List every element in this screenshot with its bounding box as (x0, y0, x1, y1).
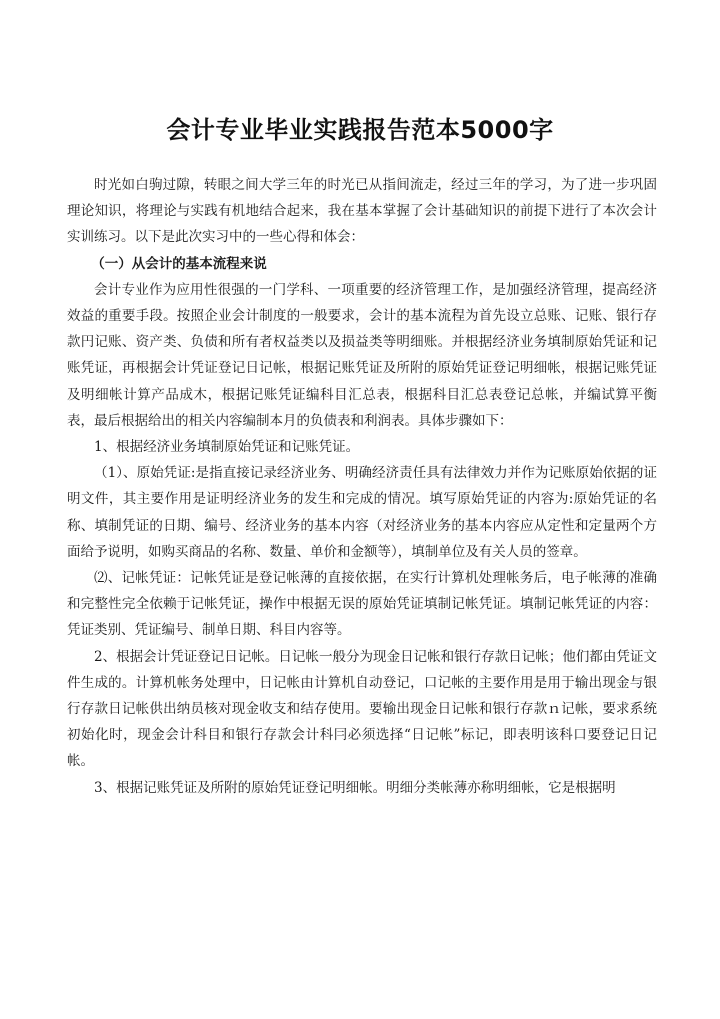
paragraph-step-1: 1、根据经济业务填制原始凭证和记账凭证。 (94, 439, 360, 456)
section-heading: （一）从会计的基本流程来说 (91, 255, 267, 272)
paragraph-accounting-voucher: ⑵、记帐凭证：记帐凭证是登记帐薄的直接依据，在实行计算机处理帐务后，电子帐薄的准确和完整性完全依赖于记帐凭证，操作中根据无误的原始凭证填制记帐凭证。填制记帐凭证的内容：凭证类别、凭证编号、制单日期、科目内容等。 (67, 570, 657, 639)
document-title: 会计专业毕业实践报告范本5000字 (166, 116, 554, 144)
paragraph-step-3: 3、根据记账凭证及所附的原始凭证登记明细帐。明细分类帐薄亦称明细帐，它是根据明 (94, 779, 616, 796)
paragraph-step-2: 2、根据会计凭证登记日记帐。日记帐一般分为现金日记帐和银行存款日记帐；他们都由凭证文件生成的。计算机帐务处理中，日记帐由计算机自动登记，口记帐的主要作用是用于输出现金与银行存款日记帐供出纳员核对现金收支和结存使用。要输出现金日记帐和银行存款ｎ记帐，要求系统初始化时，现金会计科目和银行存款会计科冃必须选择“日记帐”标记，即表明该科口要登记日记帐。 (67, 648, 657, 770)
paragraph-basic-flow: 会计专业作为应用性很强的一门学科、一项重要的经济管理工作，是加强经济管理，提高经济效益的重要手段。按照企业会计制度的一般要求，会计的基本流程为首先设立总账、记账、银行存款円记账、资产类、负债和所有者权益类以及损益类等明细账。并根据经济业务填制原始凭证和记账凭证，再根据会计凭证登记日记帐，根据记账凭证及所附的原始凭证登记明细帐，根据记账凭证及明细帐计算产品成木，根据记账凭证编科目汇总表，根据科目汇总表登记总帐，并编试算平衡表，最后根据给出的相关内容编制本月的负债表和利润表。具体步骤如下： (67, 281, 657, 429)
paragraph-intro: 时光如白驹过隙，转眼之间大学三年的时光已从指间流走，经过三年的学习，为了进一步巩固理论知识，将理论与实践有机地结合起来，我在基本掌握了会计基础知识的前提下进行了本次会计实训练习。以下是此次实习中的一些心得和体会： (67, 177, 657, 246)
paragraph-original-voucher: （1）、原始凭证:是指直接记录经济业务、明确经济责任具有法律效力并作为记账原始依据的证明文件，其主要作用是证明经济业务的发生和完成的情况。填写原始凭证的内容为:原始凭证的名称、填制凭证的日期、编号、经济业务的基本内容（对经济业务的基本内容应从定性和定量两个方面给予说明，如购买商品的名称、数量、单价和金额等），填制单位及有关人员的签章。 (67, 465, 657, 560)
document-body (67, 172, 657, 801)
